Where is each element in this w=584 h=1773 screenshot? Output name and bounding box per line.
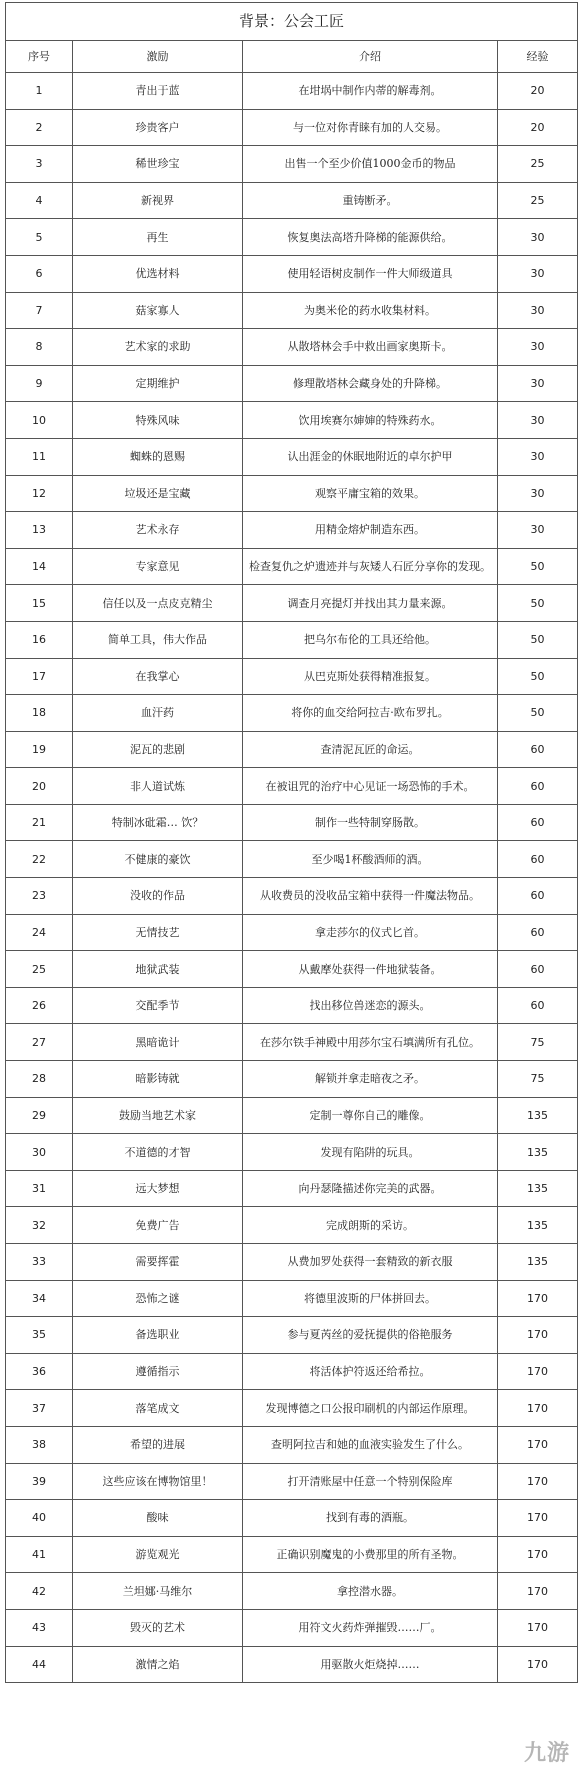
cell-incentive: 激情之焰: [73, 1646, 243, 1683]
cell-incentive: 血汗药: [73, 695, 243, 732]
cell-num: 16: [6, 621, 73, 658]
table-row: [6, 1097, 578, 1134]
cell-num: 12: [6, 475, 73, 512]
cell-experience: 30: [498, 438, 578, 475]
cell-experience: 60: [498, 841, 578, 878]
cell-incentive: 遵循指示: [73, 1353, 243, 1390]
cell-description: 拿走莎尔的仪式匕首。: [243, 914, 498, 951]
table-row: [6, 146, 578, 183]
table-row: [6, 365, 578, 402]
cell-num: 14: [6, 548, 73, 585]
cell-description: 调查月亮提灯并找出其力量来源。: [243, 585, 498, 622]
cell-num: 19: [6, 731, 73, 768]
table-row: [6, 951, 578, 988]
table-row: [6, 1390, 578, 1427]
cell-incentive: 新视界: [73, 182, 243, 219]
cell-num: 31: [6, 1170, 73, 1207]
table-title: 背景：公会工匠: [6, 3, 578, 41]
table-row: [6, 1170, 578, 1207]
cell-num: 22: [6, 841, 73, 878]
table-row: [6, 1024, 578, 1061]
cell-experience: 170: [498, 1573, 578, 1610]
cell-description: 查明阿拉吉和她的血液实验发生了什么。: [243, 1426, 498, 1463]
cell-experience: 60: [498, 804, 578, 841]
cell-description: 完成朗斯的采访。: [243, 1207, 498, 1244]
table-row: [6, 914, 578, 951]
table-row: [6, 1646, 578, 1683]
cell-num: 18: [6, 695, 73, 732]
cell-description: 与一位对你青睐有加的人交易。: [243, 109, 498, 146]
cell-experience: 135: [498, 1207, 578, 1244]
cell-description: 正确识别魔鬼的小费那里的所有圣物。: [243, 1536, 498, 1573]
cell-experience: 50: [498, 658, 578, 695]
cell-experience: 170: [498, 1390, 578, 1427]
cell-description: 找出移位兽迷恋的源头。: [243, 987, 498, 1024]
cell-description: 用精金熔炉制造东西。: [243, 512, 498, 549]
cell-num: 20: [6, 768, 73, 805]
table-row: [6, 1536, 578, 1573]
cell-incentive: 落笔成文: [73, 1390, 243, 1427]
cell-description: 出售一个至少价值1000金币的物品: [243, 146, 498, 183]
table-row: [6, 1463, 578, 1500]
cell-description: 认出涯金的休眠地附近的卓尔护甲: [243, 438, 498, 475]
cell-description: 从散塔林会手中救出画家奥斯卡。: [243, 329, 498, 366]
table-row: [6, 329, 578, 366]
cell-num: 5: [6, 219, 73, 256]
cell-num: 10: [6, 402, 73, 439]
cell-incentive: 专家意见: [73, 548, 243, 585]
cell-num: 32: [6, 1207, 73, 1244]
cell-num: 1: [6, 73, 73, 110]
header-row: [6, 41, 578, 73]
cell-description: 发现博德之口公报印刷机的内部运作原理。: [243, 1390, 498, 1427]
table-row: [6, 182, 578, 219]
cell-experience: 60: [498, 951, 578, 988]
table-row: [6, 109, 578, 146]
table-row: [6, 987, 578, 1024]
cell-description: 把乌尔布伦的工具还给他。: [243, 621, 498, 658]
cell-num: 3: [6, 146, 73, 183]
cell-incentive: 地狱武装: [73, 951, 243, 988]
cell-description: 向丹瑟隆描述你完美的武器。: [243, 1170, 498, 1207]
cell-experience: 50: [498, 585, 578, 622]
cell-incentive: 希望的进展: [73, 1426, 243, 1463]
table-row: [6, 475, 578, 512]
cell-incentive: 备选职业: [73, 1317, 243, 1354]
table-row: [6, 804, 578, 841]
cell-experience: 60: [498, 878, 578, 915]
table-row: [6, 695, 578, 732]
cell-experience: 170: [498, 1426, 578, 1463]
cell-num: 15: [6, 585, 73, 622]
cell-incentive: 垃圾还是宝藏: [73, 475, 243, 512]
cell-experience: 170: [498, 1317, 578, 1354]
cell-experience: 170: [498, 1609, 578, 1646]
cell-description: 在坩埚中制作内蒂的解毒剂。: [243, 73, 498, 110]
cell-description: 将德里波斯的尸体拼回去。: [243, 1280, 498, 1317]
cell-incentive: 非人道试炼: [73, 768, 243, 805]
cell-incentive: 游览观光: [73, 1536, 243, 1573]
cell-experience: 30: [498, 475, 578, 512]
table-row: [6, 255, 578, 292]
cell-num: 21: [6, 804, 73, 841]
cell-experience: 75: [498, 1024, 578, 1061]
table-row: [6, 1609, 578, 1646]
table-row: [6, 73, 578, 110]
cell-incentive: 交配季节: [73, 987, 243, 1024]
cell-experience: 25: [498, 182, 578, 219]
cell-incentive: 泥瓦的悲剧: [73, 731, 243, 768]
table-row: [6, 219, 578, 256]
cell-num: 35: [6, 1317, 73, 1354]
table-row: [6, 1061, 578, 1098]
cell-num: 33: [6, 1244, 73, 1281]
table-row: [6, 768, 578, 805]
cell-experience: 30: [498, 512, 578, 549]
cell-incentive: 鼓励当地艺术家: [73, 1097, 243, 1134]
incentive-table: [5, 2, 578, 1683]
cell-description: 打开清账屋中任意一个特别保险库: [243, 1463, 498, 1500]
cell-incentive: 免费广告: [73, 1207, 243, 1244]
header-incentive: 激励: [73, 41, 243, 73]
cell-num: 4: [6, 182, 73, 219]
cell-experience: 75: [498, 1061, 578, 1098]
table-row: [6, 1280, 578, 1317]
cell-incentive: 没收的作品: [73, 878, 243, 915]
cell-incentive: 定期维护: [73, 365, 243, 402]
cell-incentive: 特制冰砒霜… 饮？: [73, 804, 243, 841]
cell-incentive: 远大梦想: [73, 1170, 243, 1207]
cell-incentive: 无情技艺: [73, 914, 243, 951]
cell-description: 检查复仇之炉遗迹并与灰矮人石匠分享你的发现。: [243, 548, 498, 585]
table-row: [6, 1353, 578, 1390]
cell-incentive: 毁灭的艺术: [73, 1609, 243, 1646]
table-row: [6, 841, 578, 878]
cell-description: 解锁并拿走暗夜之矛。: [243, 1061, 498, 1098]
cell-description: 在被诅咒的治疗中心见证一场恐怖的手术。: [243, 768, 498, 805]
table-row: [6, 658, 578, 695]
header-description: 介绍: [243, 41, 498, 73]
cell-incentive: 艺术永存: [73, 512, 243, 549]
cell-incentive: 不道德的才智: [73, 1134, 243, 1171]
header-num: 序号: [6, 41, 73, 73]
table-row: [6, 731, 578, 768]
cell-experience: 50: [498, 548, 578, 585]
cell-num: 9: [6, 365, 73, 402]
cell-description: 饮用埃赛尔婶婶的特殊药水。: [243, 402, 498, 439]
cell-experience: 60: [498, 987, 578, 1024]
cell-incentive: 暗影铸就: [73, 1061, 243, 1098]
cell-description: 在莎尔铁手神殿中用莎尔宝石填满所有孔位。: [243, 1024, 498, 1061]
cell-num: 36: [6, 1353, 73, 1390]
table-row: [6, 1244, 578, 1281]
cell-description: 找到有毒的酒瓶。: [243, 1500, 498, 1537]
cell-experience: 170: [498, 1500, 578, 1537]
cell-description: 观察平庸宝箱的效果。: [243, 475, 498, 512]
cell-incentive: 艺术家的求助: [73, 329, 243, 366]
cell-experience: 20: [498, 109, 578, 146]
cell-num: 38: [6, 1426, 73, 1463]
cell-description: 从戴摩处获得一件地狱装备。: [243, 951, 498, 988]
table-row: [6, 1426, 578, 1463]
cell-num: 13: [6, 512, 73, 549]
cell-description: 从巴克斯处获得精准报复。: [243, 658, 498, 695]
cell-experience: 135: [498, 1244, 578, 1281]
cell-description: 将活体护符返还给希拉。: [243, 1353, 498, 1390]
cell-description: 定制一尊你自己的雕像。: [243, 1097, 498, 1134]
table-row: [6, 1317, 578, 1354]
cell-num: 29: [6, 1097, 73, 1134]
cell-incentive: 黑暗诡计: [73, 1024, 243, 1061]
cell-incentive: 不健康的豪饮: [73, 841, 243, 878]
cell-experience: 25: [498, 146, 578, 183]
cell-incentive: 青出于蓝: [73, 73, 243, 110]
watermark-logo: 九游: [523, 1741, 570, 1766]
table-row: [6, 292, 578, 329]
cell-experience: 30: [498, 365, 578, 402]
cell-num: 27: [6, 1024, 73, 1061]
table-row: [6, 1207, 578, 1244]
cell-num: 23: [6, 878, 73, 915]
table-row: [6, 438, 578, 475]
cell-experience: 60: [498, 768, 578, 805]
cell-incentive: 酸味: [73, 1500, 243, 1537]
cell-experience: 30: [498, 329, 578, 366]
cell-experience: 170: [498, 1280, 578, 1317]
table-row: [6, 1500, 578, 1537]
cell-experience: 135: [498, 1097, 578, 1134]
cell-description: 至少喝1杯酸酒师的酒。: [243, 841, 498, 878]
header-experience: 经验: [498, 41, 578, 73]
cell-experience: 170: [498, 1463, 578, 1500]
cell-description: 发现有陷阱的玩具。: [243, 1134, 498, 1171]
cell-num: 40: [6, 1500, 73, 1537]
cell-description: 查清泥瓦匠的命运。: [243, 731, 498, 768]
cell-incentive: 优选材料: [73, 255, 243, 292]
cell-incentive: 信任以及一点皮克精尘: [73, 585, 243, 622]
cell-experience: 50: [498, 621, 578, 658]
table-body: [6, 73, 578, 1683]
table-row: [6, 621, 578, 658]
cell-description: 用符文火药炸弹摧毁……厂。: [243, 1609, 498, 1646]
cell-num: 2: [6, 109, 73, 146]
cell-description: 将你的血交给阿拉吉·欧布罗扎。: [243, 695, 498, 732]
cell-description: 从费加罗处获得一套精致的新衣服: [243, 1244, 498, 1281]
cell-num: 7: [6, 292, 73, 329]
cell-description: 重铸断矛。: [243, 182, 498, 219]
cell-incentive: 蜘蛛的恩赐: [73, 438, 243, 475]
cell-num: 28: [6, 1061, 73, 1098]
cell-experience: 170: [498, 1536, 578, 1573]
cell-description: 使用轻语树皮制作一件大师级道具: [243, 255, 498, 292]
cell-description: 拿控潜水器。: [243, 1573, 498, 1610]
cell-num: 17: [6, 658, 73, 695]
cell-incentive: 简单工具，伟大作品: [73, 621, 243, 658]
cell-description: 制作一些特制穿肠散。: [243, 804, 498, 841]
cell-num: 6: [6, 255, 73, 292]
cell-incentive: 珍贵客户: [73, 109, 243, 146]
cell-num: 11: [6, 438, 73, 475]
table-container: [5, 2, 577, 1683]
cell-experience: 170: [498, 1646, 578, 1683]
cell-incentive: 菇家寡人: [73, 292, 243, 329]
cell-num: 8: [6, 329, 73, 366]
cell-num: 42: [6, 1573, 73, 1610]
table-row: [6, 878, 578, 915]
cell-incentive: 再生: [73, 219, 243, 256]
cell-description: 用驱散火炬烧掉……: [243, 1646, 498, 1683]
cell-description: 恢复奥法高塔升降梯的能源供给。: [243, 219, 498, 256]
cell-experience: 50: [498, 695, 578, 732]
cell-experience: 170: [498, 1353, 578, 1390]
cell-experience: 60: [498, 914, 578, 951]
cell-incentive: 稀世珍宝: [73, 146, 243, 183]
title-row: [6, 3, 578, 41]
cell-incentive: 需要挥霍: [73, 1244, 243, 1281]
cell-experience: 30: [498, 402, 578, 439]
cell-description: 参与夏芮丝的爱抚提供的俗艳服务: [243, 1317, 498, 1354]
cell-description: 为奥米伦的药水收集材料。: [243, 292, 498, 329]
cell-incentive: 恐怖之谜: [73, 1280, 243, 1317]
table-row: [6, 512, 578, 549]
cell-num: 39: [6, 1463, 73, 1500]
cell-num: 30: [6, 1134, 73, 1171]
table-row: [6, 585, 578, 622]
cell-experience: 20: [498, 73, 578, 110]
cell-description: 修理散塔林会藏身处的升降梯。: [243, 365, 498, 402]
cell-experience: 60: [498, 731, 578, 768]
cell-incentive: 特殊风味: [73, 402, 243, 439]
table-row: [6, 1134, 578, 1171]
cell-num: 37: [6, 1390, 73, 1427]
cell-experience: 30: [498, 292, 578, 329]
table-row: [6, 548, 578, 585]
cell-description: 从收费员的没收品宝箱中获得一件魔法物品。: [243, 878, 498, 915]
cell-num: 24: [6, 914, 73, 951]
table-row: [6, 402, 578, 439]
cell-incentive: 在我掌心: [73, 658, 243, 695]
cell-num: 44: [6, 1646, 73, 1683]
cell-experience: 30: [498, 219, 578, 256]
cell-experience: 135: [498, 1134, 578, 1171]
table-row: [6, 1573, 578, 1610]
cell-incentive: 兰坦娜·马维尔: [73, 1573, 243, 1610]
cell-num: 26: [6, 987, 73, 1024]
cell-experience: 30: [498, 255, 578, 292]
cell-experience: 135: [498, 1170, 578, 1207]
cell-num: 41: [6, 1536, 73, 1573]
cell-num: 43: [6, 1609, 73, 1646]
cell-num: 25: [6, 951, 73, 988]
cell-incentive: 这些应该在博物馆里！: [73, 1463, 243, 1500]
cell-num: 34: [6, 1280, 73, 1317]
